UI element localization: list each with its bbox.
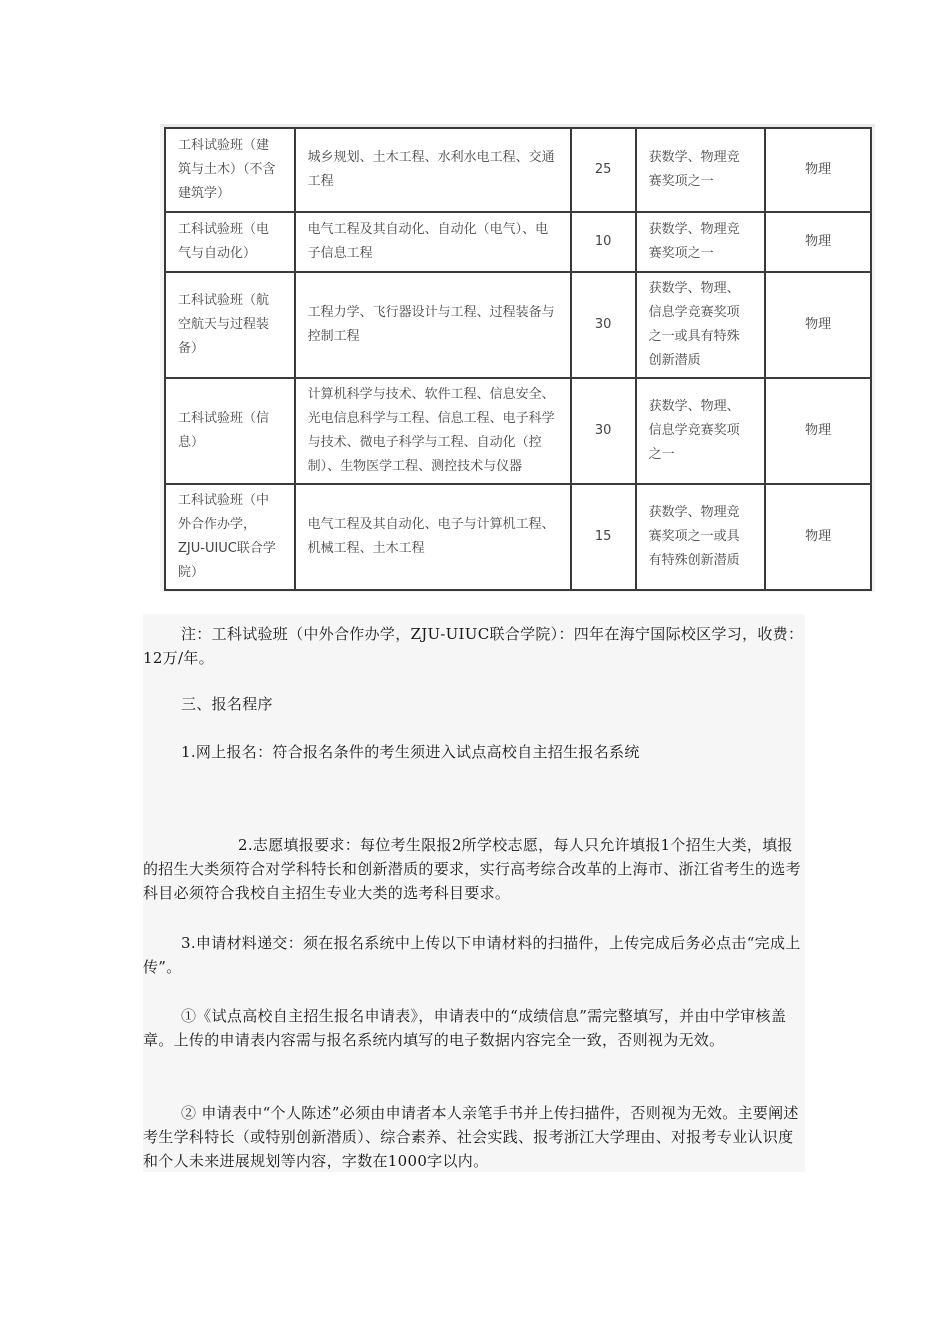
- admission-table-image: [160, 124, 875, 592]
- quota-cell: 30: [571, 272, 636, 378]
- quota-cell: 10: [571, 212, 636, 272]
- class-name-cell: 工科试验班（航空航天与过程装备）: [165, 272, 295, 378]
- section-heading: 三、报名程序: [181, 695, 273, 713]
- class-name-cell: 工科试验班（电气与自动化）: [165, 212, 295, 272]
- table-row: [165, 128, 871, 212]
- table-row: [165, 484, 871, 590]
- quota-cell: 30: [571, 378, 636, 484]
- quota-cell: 15: [571, 484, 636, 590]
- table-row: [165, 378, 871, 484]
- table-row: [165, 272, 871, 378]
- requirement-cell: 获数学、物理、信息学竞赛奖项之一或具有特殊创新潜质: [636, 272, 766, 378]
- requirement-cell: 获数学、物理竞赛奖项之一或具有特殊创新潜质: [636, 484, 766, 590]
- application-form-item: ①《试点高校自主招生报名申请表》，申请表中的“成绩信息”需完整填写，并由中学审核盖章。上传的申请表内容需与报名系统内填写的电子数据内容完全一致，否则视为无效。: [143, 1007, 787, 1049]
- table-row: [165, 212, 871, 272]
- procedure-text-block: [143, 614, 805, 1172]
- fee-note: 注：工科试验班（中外合作办学，ZJU-UIUC联合学院）：四年在海宁国际校区学习，收费：12万/年。: [143, 625, 804, 667]
- subject-cell: 物理: [765, 128, 871, 212]
- requirement-cell: 获数学、物理竞赛奖项之一: [636, 128, 766, 212]
- majors-cell: 电气工程及其自动化、电子与计算机工程、机械工程、土木工程: [295, 484, 571, 590]
- majors-cell: 工程力学、飞行器设计与工程、过程装备与控制工程: [295, 272, 571, 378]
- majors-cell: 计算机科学与技术、软件工程、信息安全、光电信息科学与工程、信息工程、电子科学与技术、微电子科学与工程、自动化（控制）、生物医学工程、测控技术与仪器: [295, 378, 571, 484]
- subject-cell: 物理: [765, 378, 871, 484]
- preference-requirement-item: 2.志愿填报要求：每位考生限报2所学校志愿，每人只允许填报1个招生大类，填报的招生大类须符合对学科特长和创新潜质的要求，实行高考综合改革的上海市、浙江省考生的选考科目必须符合我校自主招生专业大类的选考科目要求。: [143, 836, 801, 902]
- personal-statement-item: ② 申请表中“个人陈述”必须由申请者本人亲笔手书并上传扫描件，否则视为无效。主要阐述考生学科特长（或特别创新潜质）、综合素养、社会实践、报考浙江大学理由、对报考专业认识度和个人未来进展规划等内容，字数在1000字以内。: [143, 1104, 799, 1170]
- majors-cell: 电气工程及其自动化、自动化（电气）、电子信息工程: [295, 212, 571, 272]
- class-name-cell: 工科试验班（建筑与土木）（不含建筑学）: [165, 128, 295, 212]
- subject-cell: 物理: [765, 272, 871, 378]
- subject-cell: 物理: [765, 212, 871, 272]
- majors-cell: 城乡规划、土木工程、水利水电工程、交通工程: [295, 128, 571, 212]
- requirement-cell: 获数学、物理竞赛奖项之一: [636, 212, 766, 272]
- material-submission-item: 3.申请材料递交：须在报名系统中上传以下申请材料的扫描件，上传完成后务必点击“完成上传”。: [143, 934, 801, 976]
- admission-table: [164, 127, 872, 591]
- requirement-cell: 获数学、物理、信息学竞赛奖项之一: [636, 378, 766, 484]
- class-name-cell: 工科试验班（信息）: [165, 378, 295, 484]
- online-registration-item: 1.网上报名：符合报名条件的考生须进入试点高校自主招生报名系统: [181, 743, 640, 761]
- subject-cell: 物理: [765, 484, 871, 590]
- quota-cell: 25: [571, 128, 636, 212]
- class-name-cell: 工科试验班（中外合作办学，ZJU-UIUC联合学院）: [165, 484, 295, 590]
